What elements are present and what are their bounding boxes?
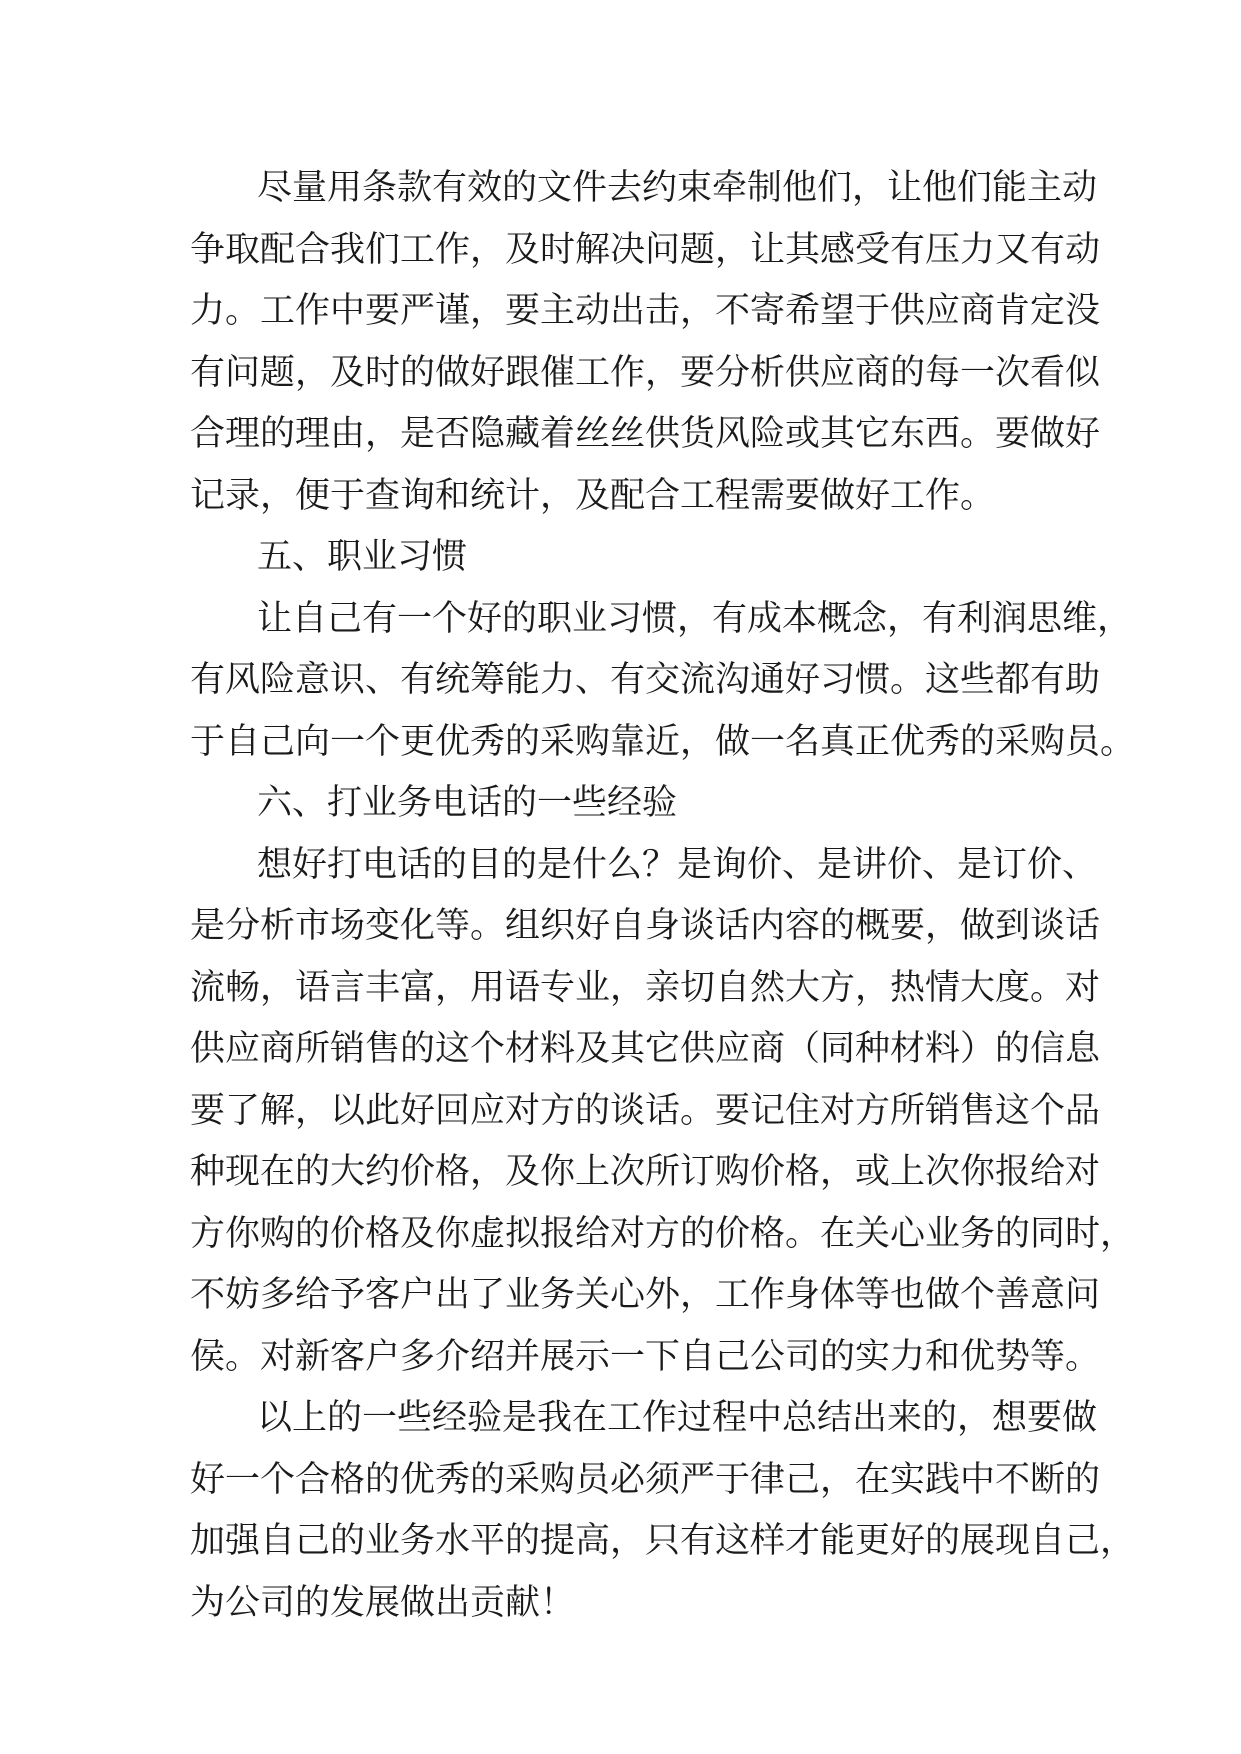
text-line: 流畅，语言丰富，用语专业，亲切自然大方，热情大度。对 — [190, 967, 1101, 1008]
text-line: 尽量用条款有效的文件去约束牵制他们，让他们能主动 — [257, 168, 1098, 208]
text-line: 是分析市场变化等。组织好自身谈话内容的概要，做到谈话 — [190, 906, 1101, 946]
text-line: 五、职业习惯 — [257, 537, 468, 577]
text-line: 合理的理由，是否隐藏着丝丝供货风险或其它东西。要做好 — [190, 414, 1101, 454]
text-line: 不妨多给予客户出了业务关心外，工作身体等也做个善意问 — [190, 1275, 1101, 1315]
text-line: 为公司的发展做出贡献！ — [190, 1582, 576, 1623]
text-line: 供应商所销售的这个材料及其它供应商（同种材料）的信息 — [190, 1029, 1101, 1069]
text-line: 有问题，及时的做好跟催工作，要分析供应商的每一次看似 — [190, 352, 1101, 393]
text-line: 力。工作中要严谨，要主动出击，不寄希望于供应商肯定没 — [190, 291, 1101, 331]
body-text — [190, 158, 1136, 1634]
text-line: 记录，便于查询和统计，及配合工程需要做好工作。 — [190, 475, 996, 516]
text-line: 种现在的大约价格，及你上次所订购价格，或上次你报给对 — [190, 1152, 1101, 1192]
text-line: 方你购的价格及你虚拟报给对方的价格。在关心业务的同时， — [190, 1213, 1136, 1254]
text-line: 好一个合格的优秀的采购员必须严于律己，在实践中不断的 — [190, 1459, 1101, 1500]
text-line: 想好打电话的目的是什么？是询价、是讲价、是订价、 — [257, 844, 1098, 885]
text-line: 争取配合我们工作，及时解决问题，让其感受有压力又有动 — [190, 229, 1101, 270]
text-line: 六、打业务电话的一些经验 — [257, 783, 678, 823]
text-line: 于自己向一个更优秀的采购靠近，做一名真正优秀的采购员。 — [190, 721, 1136, 762]
text-line: 以上的一些经验是我在工作过程中总结出来的，想要做 — [257, 1398, 1098, 1438]
text-line: 让自己有一个好的职业习惯，有成本概念，有利润思维， — [257, 598, 1133, 639]
text-line: 侯。对新客户多介绍并展示一下自己公司的实力和优势等。 — [190, 1336, 1101, 1377]
text-line: 加强自己的业务水平的提高，只有这样才能更好的展现自己， — [190, 1521, 1136, 1561]
text-line: 要了解，以此好回应对方的谈话。要记住对方所销售这个品 — [190, 1090, 1101, 1131]
text-line: 有风险意识、有统筹能力、有交流沟通好习惯。这些都有助 — [190, 660, 1101, 700]
